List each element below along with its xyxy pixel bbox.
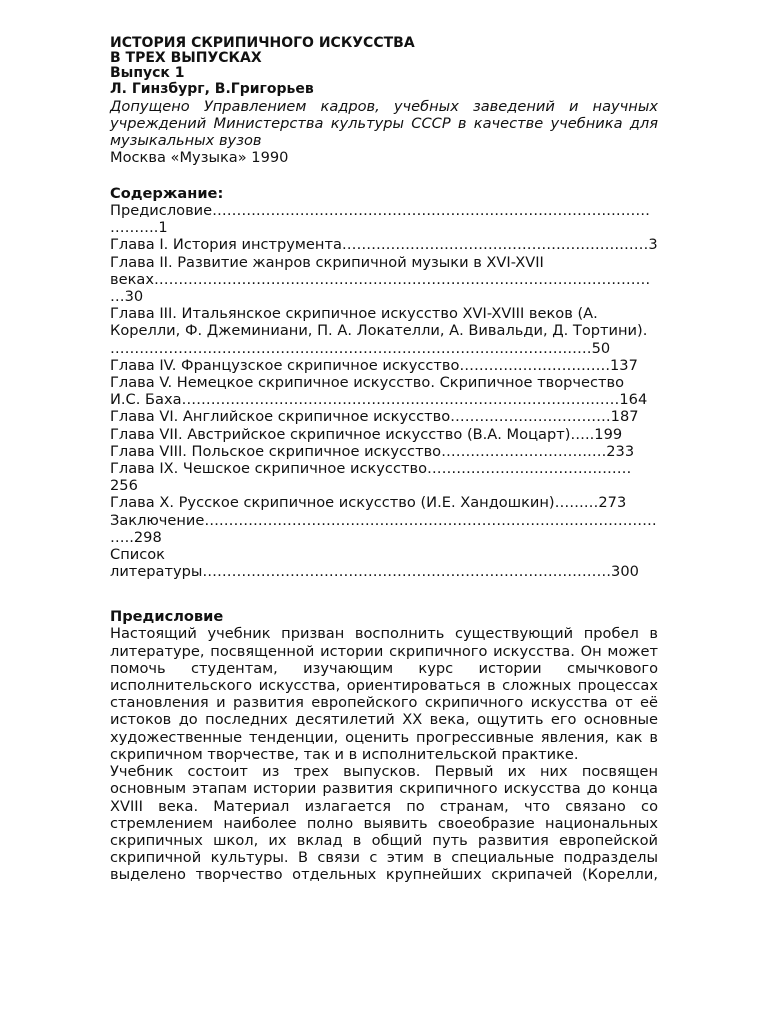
book-publisher: Москва «Музыка» 1990 [110,149,289,166]
table-of-contents [110,202,658,580]
toc-entry: Глава IX. Чешское скрипичное искусство……………………………………256 [110,460,632,495]
toc-entry: Глава III. Итальянское скрипичное искусство XVI-XVIII веков (А. Корелли, Ф. Джеминиани, П. А. Локателли, А. Вивальди, Д. Тортини). ………………………………………………………………………………………50 [110,305,648,357]
toc-heading: Содержание: [110,185,224,202]
toc-entry: Глава II. Развитие жанров скрипичной музыки в XVI-XVII веках……………………………………………………………………………………………30 [110,253,651,306]
book-authors: Л. Гинзбург, В.Григорьев [110,81,314,97]
book-approval-note: Допущено Управлением кадров, учебных заведений и научных учреждений Министерства культуры СССР в качестве учебника для музыкальных вузов [110,98,658,149]
preface-heading: Предисловие [110,608,224,626]
toc-entry: Глава VII. Австрийское скрипичное искусство (В.А. Моцарт)…..199 [110,425,623,443]
book-title-line-2: В ТРЕХ ВЫПУСКАХ [110,50,262,66]
toc-entry: Глава VIII. Польское скрипичное искусство…………………………….233 [110,442,635,460]
book-title-line-1: ИСТОРИЯ СКРИПИЧНОГО ИСКУССТВА [110,35,415,51]
toc-entry: Заключение……………………………………………………………………………………..298 [110,511,657,546]
toc-entry: Глава IV. Французское скрипичное искусство………………………….137 [110,356,638,374]
toc-entry: Список литературы…………………………………………………………………………300 [110,546,639,581]
toc-entry: Глава V. Немецкое скрипичное искусство. Скрипичное творчество И.С. Баха………………………………………………………………………………164 [110,374,648,409]
toc-entry: Глава I. История инструмента………………………………………………………3 [110,236,658,254]
preface-paragraph-1: Настоящий учебник призван восполнить существующий пробел в литературе, посвященной истории скрипичного искусства. Он может помочь студентам, изучающим курс истории смычкового исполнительского искусства, ориентироваться в сложных процессах становления и развития европейского скрипичного искусства от её истоков до последних десятилетий XX века, ощутить его основные художественные тенденции, оценить прогрессивные явления, как в скрипичном творчестве, так и в исполнительской практике. [110,625,658,763]
toc-entry: Глава X. Русское скрипичное искусство (И.Е. Хандошкин)………273 [110,494,627,512]
document-page [110,36,658,884]
book-issue: Выпуск 1 [110,65,185,81]
toc-entry: Глава VI. Английское скрипичное искусство……………………………187 [110,408,639,426]
toc-entry: Предисловие……………………………………………………………………………………….1 [110,202,650,237]
preface-paragraph-2: Учебник состоит из трех выпусков. Первый их них посвящен основным этапам истории развития скрипичного искусства до конца XVIII века. Материал излагается по странам, что связано со стремлением наиболее полно выявить своеобразие национальных скрипичных школ, их вклад в общий путь развития европейской скрипичной культуры. В связи с этим в специальные подразделы выделено творчество отдельных крупнейших скрипачей (Корелли, [110,763,658,884]
